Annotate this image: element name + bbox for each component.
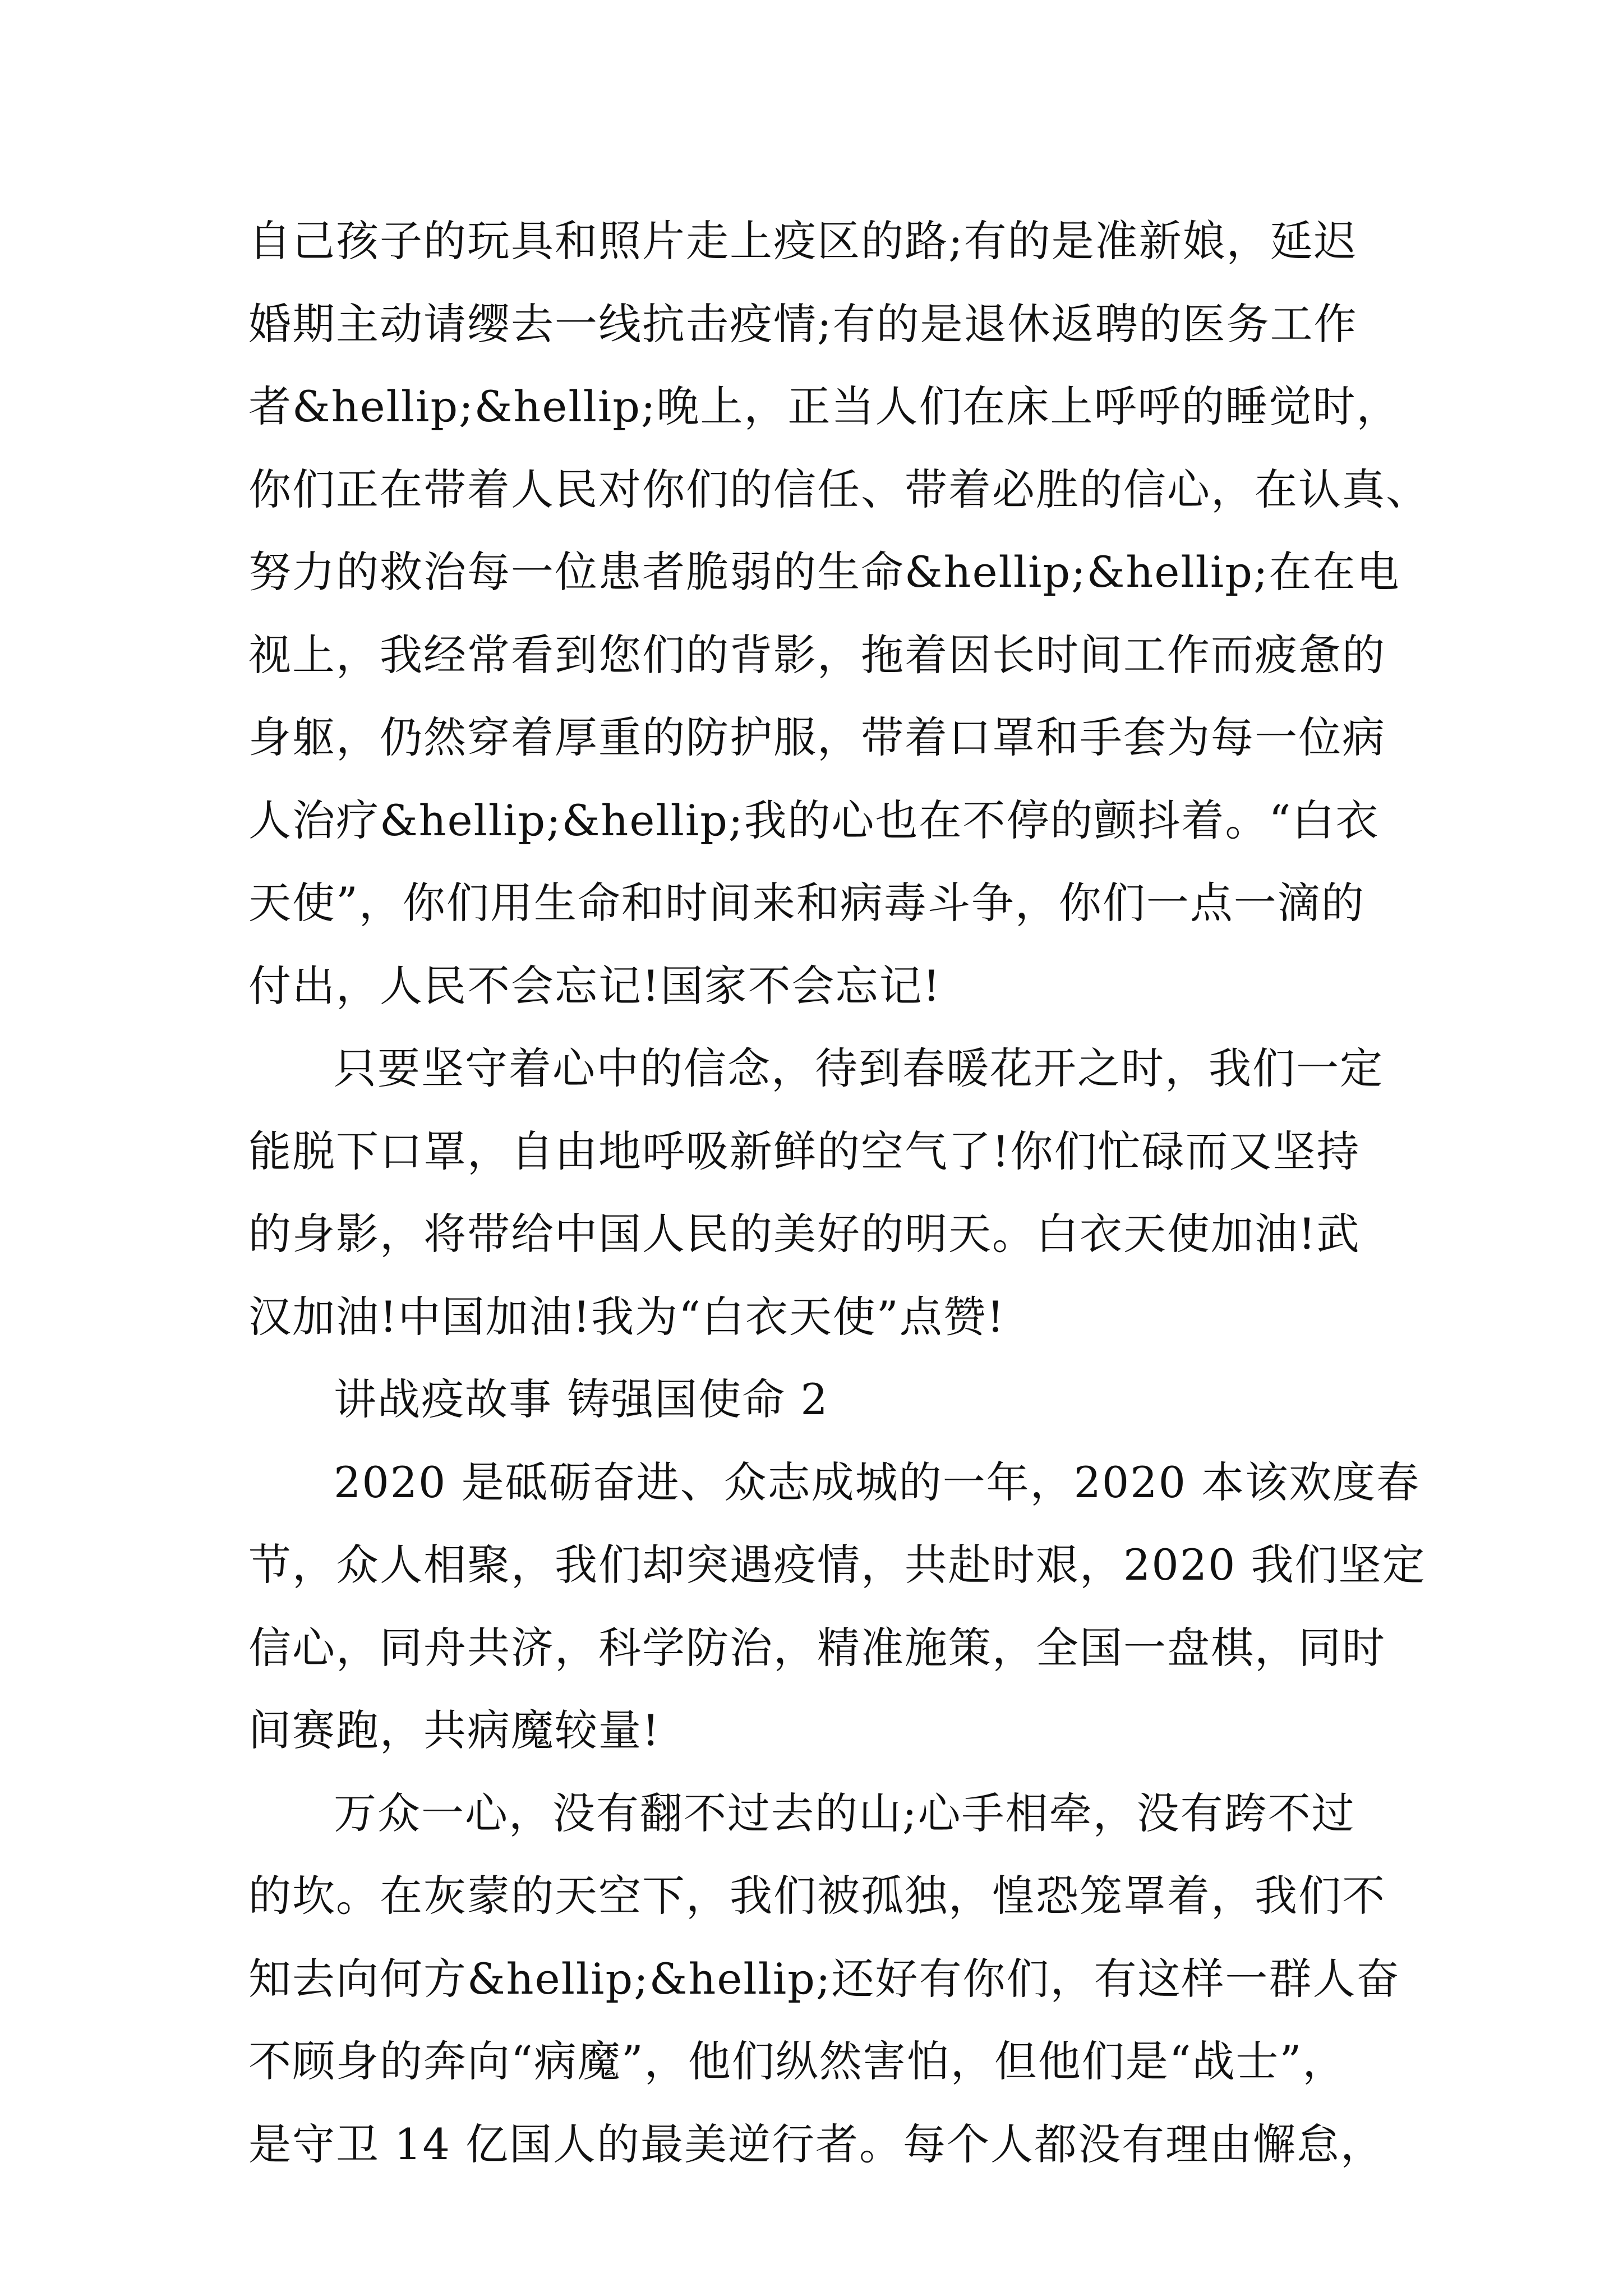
text-line: 的身影，将带给中国人民的美好的明天。白衣天使加油!武 — [248, 1209, 1361, 1259]
text-line: 能脱下口罩，自由地呼吸新鲜的空气了!你们忙碌而又坚持 — [248, 1126, 1361, 1176]
text-line: 间赛跑，共病魔较量! — [248, 1705, 661, 1755]
text-line: 你们正在带着人民对你们的信任、带着必胜的信心，在认真、 — [248, 464, 1430, 514]
text-line: 汉加油!中国加油!我为“白衣天使”点赞! — [248, 1291, 1006, 1342]
text-line: 信心，同舟共济，科学防治，精准施策，全国一盘棋，同时 — [248, 1622, 1386, 1673]
text-line: 是守卫 14 亿国人的最美逆行者。每个人都没有理由懈怠， — [248, 2119, 1385, 2169]
text-line: 自己孩子的玩具和照片走上疫区的路;有的是准新娘，延迟 — [248, 216, 1358, 266]
text-line: 节，众人相聚，我们却突遇疫情，共赴时艰，2020 我们坚定 — [248, 1540, 1426, 1590]
text-line: 婚期主动请缨去一线抗击疫情;有的是退休返聘的医务工作 — [248, 298, 1358, 349]
text-line: 者&hellip;&hellip;晚上，正当人们在床上呼呼的睡觉时， — [248, 381, 1400, 431]
text-line: 的坎。在灰蒙的天空下，我们被孤独，惶恐笼罩着，我们不 — [248, 1871, 1386, 1921]
paragraph-start-line: 只要坚守着心中的信念，待到春暖花开之时，我们一定 — [334, 1043, 1384, 1093]
paragraph-start-line: 2020 是砥砺奋进、众志成城的一年，2020 本该欢度春 — [334, 1457, 1421, 1507]
text-line: 天使”，你们用生命和时间来和病毒斗争，你们一点一滴的 — [248, 878, 1365, 928]
text-line: 人治疗&hellip;&hellip;我的心也在不停的颤抖着。“白衣 — [248, 795, 1380, 845]
section-heading: 讲战疫故事 铸强国使命 2 — [334, 1374, 829, 1424]
text-line: 视上，我经常看到您们的背影，拖着因长时间工作而疲惫的 — [248, 629, 1386, 680]
text-line: 知去向何方&hellip;&hellip;还好有你们，有这样一群人奋 — [248, 1953, 1400, 2004]
text-line: 不顾身的奔向“病魔”，他们纵然害怕，但他们是“战士”， — [248, 2036, 1347, 2086]
text-line: 身躯，仍然穿着厚重的防护服，带着口罩和手套为每一位病 — [248, 712, 1386, 762]
paragraph-start-line: 万众一心，没有翻不过去的山;心手相牵，没有跨不过 — [334, 1788, 1355, 1838]
document-body — [248, 200, 1430, 2185]
text-line: 努力的救治每一位患者脆弱的生命&hellip;&hellip;在在电 — [248, 547, 1400, 597]
text-line: 付出，人民不会忘记!国家不会忘记! — [248, 960, 942, 1011]
